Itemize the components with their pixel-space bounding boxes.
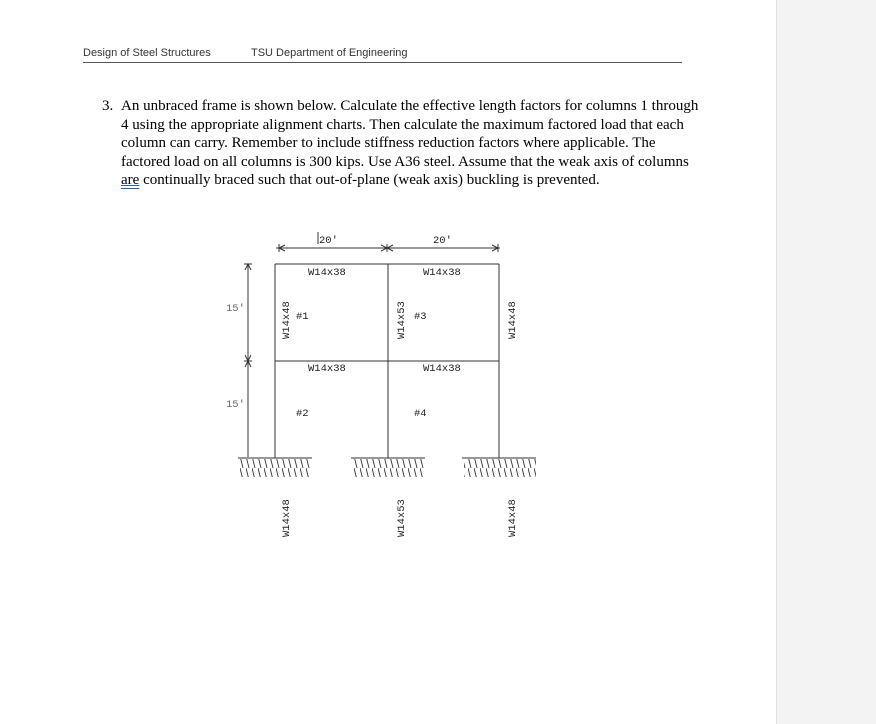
column-label-upper-left: W14x48 — [281, 301, 293, 339]
question-number: 3. — [102, 98, 114, 114]
dim-story-bottom: 15' — [226, 399, 245, 411]
question-text-part2: continually braced such that out-of-plane (weak axis) buckling is prevented. — [139, 172, 600, 188]
beam-label-roof-right: W14x38 — [423, 267, 461, 279]
beam-label-roof-left: W14x38 — [308, 267, 346, 279]
column-id-3: #3 — [414, 311, 427, 323]
column-label-lower-middle: W14x53 — [396, 499, 408, 537]
support-left — [238, 458, 312, 477]
header-department: TSU Department of Engineering — [251, 47, 408, 59]
column-id-4: #4 — [414, 408, 427, 420]
side-panel — [776, 0, 876, 724]
header-course: Design of Steel Structures — [83, 47, 211, 59]
support-middle — [351, 458, 425, 477]
grammar-flagged-word[interactable]: are — [121, 172, 140, 188]
question-text-part1: An unbraced frame is shown below. Calculate the effective length factors for columns 1 through 4 using the appropriate alignment charts. Then calculate the maximum factored load that each column can carry. Remember to include stiffness reduction factors where applicable. The factored load on all columns is 300 kips. Use A36 steel. Assume that the weak axis of columns — [121, 98, 699, 170]
dim-story-top: 15' — [226, 303, 245, 315]
column-label-lower-right: W14x48 — [507, 499, 519, 537]
dim-bay-left: 20' — [319, 235, 338, 247]
dim-bay-right: 20' — [433, 235, 452, 247]
horizontal-dimension — [276, 232, 500, 252]
support-right — [462, 458, 536, 477]
column-label-lower-left: W14x48 — [281, 499, 293, 537]
beam-label-floor-left: W14x38 — [308, 363, 346, 375]
column-label-upper-right: W14x48 — [507, 301, 519, 339]
beam-label-floor-right: W14x38 — [423, 363, 461, 375]
vertical-dimension — [244, 264, 252, 457]
column-id-2: #2 — [296, 408, 309, 420]
column-label-upper-middle: W14x53 — [396, 301, 408, 339]
column-id-1: #1 — [296, 311, 309, 323]
